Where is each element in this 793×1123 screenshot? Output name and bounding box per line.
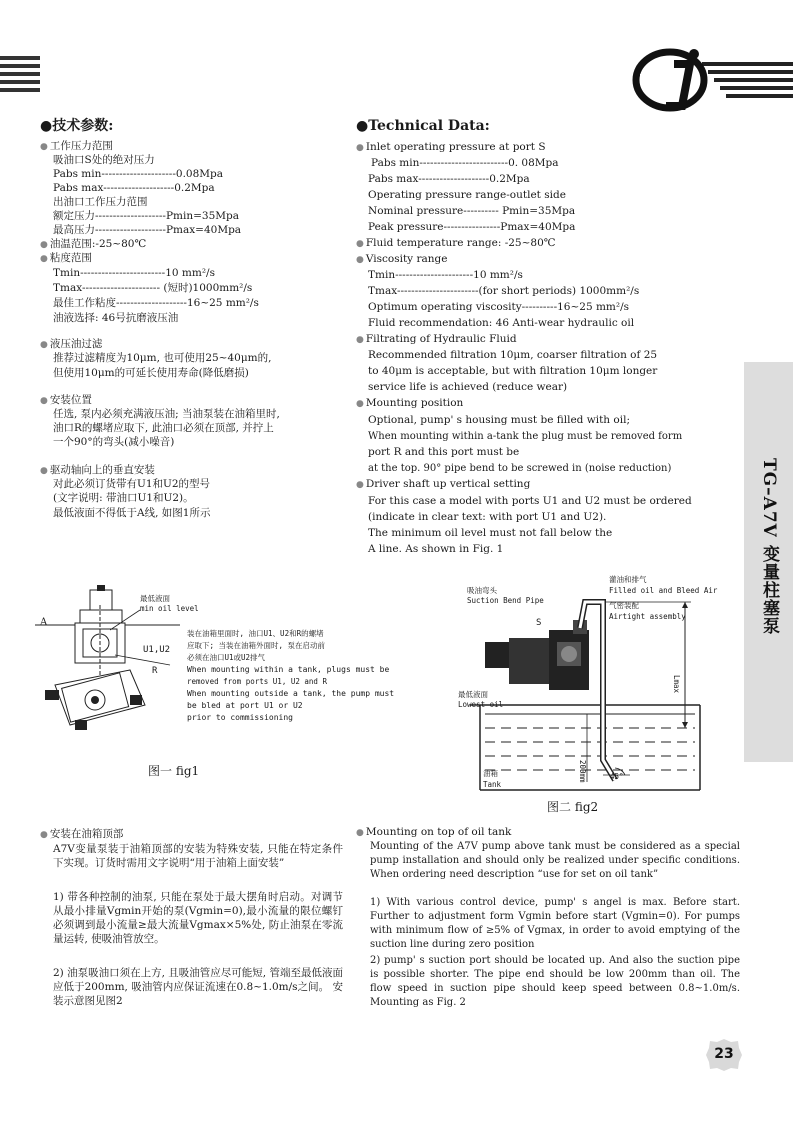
cn-line: 但使用10μm的可延长使用寿命(降低磨损) [53,367,249,379]
en-line: A line. As shown in Fig. 1 [368,543,504,555]
fig1-label-r: R [152,666,158,676]
cn-line: Pabs max--------------------0.2Mpa [53,182,215,194]
cn-line: 额定压力--------------------Pmin=35Mpa [53,210,239,222]
cn-line: ● 驱动轴向上的垂直安装 [40,464,155,476]
en-line: For this case a model with ports U1 and U2 must be ordered [368,495,692,507]
fig2-suction-cn: 吸油弯头 [467,586,497,595]
fig1-min-level-en: min oil level [140,604,199,613]
en-line: to 40μm is acceptable, but with filtration 10μm longer [368,365,658,377]
cn-line: (文字说明: 带油口U1和U2)。 [53,492,194,504]
en-line: Tmin----------------------10 mm²/s [368,269,523,281]
fig2-min-level-en: Lowest oil [458,700,504,709]
cn-line: Tmax---------------------- (短时)1000mm²/s [53,282,253,294]
en-heading: ●Technical Data: [356,118,490,134]
cn-line: 油口R的螺堵应取下, 此油口必须在顶部, 并拧上 [53,422,274,434]
cn-bottom-p1: A7V变量泵装于油箱顶部的安装为特殊安装, 只能在特定条件下实现。订货时需用文字说明“用于油箱上面安装” [53,843,343,869]
fig1-note-cn1: 装在油箱里面时, 油口U1、U2和R的螺堵 [187,629,324,638]
en-line: Fluid recommendation: 46 Anti-wear hydraulic oil [368,317,635,329]
cn-line: ● 油温范围:-25~80℃ [40,238,147,250]
fig2-label-s: S [536,618,542,628]
en-line: at the top. 90° pipe bend to be screwed in (noise reduction) [368,463,672,474]
cn-heading: ●技术参数: [40,118,114,134]
en-line: ● Viscosity range [356,253,448,265]
cn-bottom-title: ● 安装在油箱顶部 [40,828,124,840]
fig1-note-en4: be bled at port U1 or U2 [187,701,303,710]
fig2-min-level-cn: 最低液面 [458,690,488,699]
en-bottom-p2: 1) With various control device, pump' s angel is max. Before start. Further to adjustment form Vgmin before start (Vgmin=0). For pumps with minimum flow of ≥5% of Vgmax, in order to avoid emptying of the suction line during zero position [370,897,740,950]
en-line: service life is achieved (reduce wear) [368,381,568,393]
sidebar-title: TG–A7V 变量柱塞泵 [759,458,779,635]
en-line: Optimum operating viscosity----------16~25 mm²/s [368,301,630,313]
cn-line: ● 粘度范围 [40,252,92,264]
fig1-leader-lines [110,600,190,680]
en-line: Recommended filtration 10μm, coarser filtration of 25 [368,349,658,361]
en-bottom-p3: 2) pump' s suction port should be located up. And also the suction pipe is possible shorter. The pipe end should be low 200mm than oil. The flow speed in suction pipe should keep speed between 0.8~1.0m/s. Mounting as Fig. 2 [370,955,740,1008]
fig1-note-cn3: 必须在油口U1或U2排气 [187,653,266,662]
cn-bottom-p3: 2) 油泵吸油口须在上方, 且吸油管应尽可能短, 管端至最低液面应低于200mm, 吸油管内应保证流速在0.8~1.0m/s之间。 安装示意图见图2 [53,967,343,1007]
fig2-caption: 图二 fig2 [547,800,599,814]
fig2-fill-cn: 灌油和排气 [609,575,647,584]
cn-line: 吸油口S处的绝对压力 [53,154,155,166]
fig2-fill-en: Filled oil and Bleed Air [609,586,718,595]
page-number: 23 [714,1046,734,1062]
en-line: Pabs min-------------------------0. 08Mpa [371,157,559,169]
fig2-suction-en: Suction Bend Pipe [467,596,544,605]
cn-line: 最佳工作粘度--------------------16~25 mm²/s [53,297,259,309]
fig1-label-a: A [40,617,48,628]
en-line: port R and this port must be [368,446,520,458]
fig1-note-en1: When mounting within a tank, plugs must be [187,665,390,674]
fig2-tank-en: Tank [483,780,502,789]
fig1-note-en5: prior to commissioning [187,713,293,722]
en-line: ● Filtrating of Hydraulic Fluid [356,333,517,345]
en-line: Optional, pump' s housing must be filled with oil; [368,414,630,426]
cn-line: 出油口工作压力范围 [53,196,148,208]
cn-line: ● 安装位置 [40,394,92,406]
fig2-airtight-en: Airtight assembly [609,612,686,621]
en-line: ● Inlet operating pressure at port S [356,141,546,153]
cn-line: ● 工作压力范围 [40,140,113,152]
cn-line: 一个90°的弯头(减小噪音) [53,436,175,448]
en-line: Pabs max--------------------0.2Mpa [368,173,530,185]
en-line: When mounting within a-tank the plug must be removed form [368,431,683,442]
header-stripes [0,56,40,98]
fig1-note-en2: removed from ports U1, U2 and R [187,677,327,686]
cn-line: 最高压力--------------------Pmax=40Mpa [53,224,242,236]
cn-line: Tmin------------------------10 mm²/s [53,267,215,279]
cn-line: ● 液压油过滤 [40,338,103,350]
fig2-lmax: Lmax [672,675,681,694]
en-bottom-p1: Mounting of the A7V pump above tank must be considered as a special pump installation and should only be realized under specific conditions. When ordering need description “use for set on oil tank” [370,841,740,880]
fig2-drawing [455,590,740,795]
fig2-angle: 45° [610,772,624,781]
fig1-min-level-cn: 最低液面 [140,594,170,603]
fig1-note-cn2: 应取下; 当装在油箱外面时, 泵在启动前 [187,641,326,650]
en-line: ● Fluid temperature range: -25~80℃ [356,237,556,249]
en-line: The minimum oil level must not fall below the [368,527,613,539]
cn-line: 任选, 泵内必须充满液压油; 当油泵装在油箱里时, [53,408,280,420]
fig1-label-u: U1,U2 [143,645,171,655]
fig2-airtight-cn: 气密装配 [609,601,639,610]
en-line: Operating pressure range-outlet side [368,189,566,201]
en-line: (indicate in clear text: with port U1 and U2). [368,511,607,523]
fig2-dim-200: 200mm [578,760,587,783]
en-line: Peak pressure----------------Pmax=40Mpa [368,221,576,233]
cn-line: 对此必须订货带有U1和U2的型号 [53,478,211,490]
cn-line: 最低液面不得低于A线, 如图1所示 [53,507,211,519]
en-line: Tmax-----------------------(for short periods) 1000mm²/s [368,285,640,297]
fig2-tank-cn: 油箱 [483,769,498,778]
cn-line: 油液选择: 46号抗磨液压油 [53,312,179,324]
en-bottom-title: ● Mounting on top of oil tank [356,826,512,838]
en-line: ● Mounting position [356,397,464,409]
gj-logo-icon [630,44,793,114]
en-line: Nominal pressure---------- Pmin=35Mpa [368,205,576,217]
fig1-caption: 图一 fig1 [148,764,200,778]
en-line: ● Driver shaft up vertical setting [356,478,531,490]
fig1-note-en3: When mounting outside a tank, the pump must [187,689,395,698]
cn-line: 推荐过滤精度为10μm, 也可使用25~40μm的, [53,352,272,364]
cn-bottom-p2: 1) 带各种控制的油泵, 只能在泵处于最大摆角时启动。对调节从最小排量Vgmin开始的泵(Vgmin=0),最小流量的限位螺钉必须调到最小流量≥最大流量Vgmax×5%处, 防止油泵在零流量运转, 使吸油管放空。 [53,891,343,945]
cn-line: Pabs min---------------------0.08Mpa [53,168,223,180]
